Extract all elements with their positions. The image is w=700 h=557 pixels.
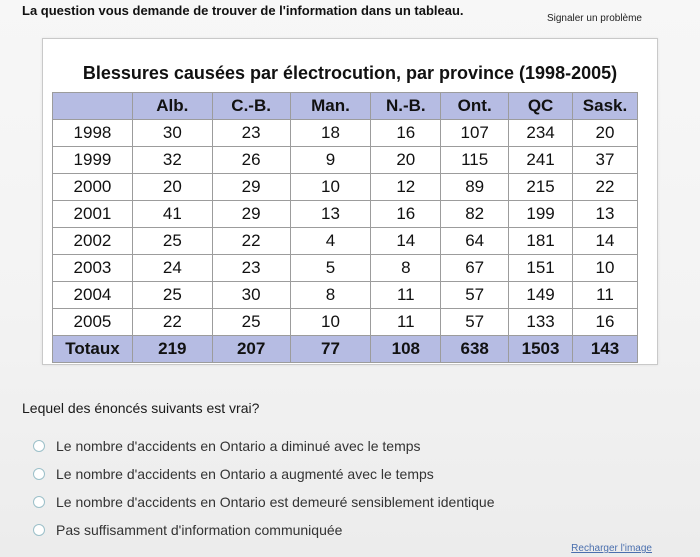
table-cell: 10: [290, 309, 371, 336]
answer-option-3[interactable]: [33, 488, 495, 516]
total-cell: 77: [290, 336, 371, 363]
column-header: Ont.: [441, 93, 509, 120]
table-cell: 151: [509, 255, 573, 282]
total-cell: 219: [132, 336, 212, 363]
year-cell: 2002: [53, 228, 133, 255]
column-header: [53, 93, 133, 120]
total-cell: 207: [212, 336, 290, 363]
answer-options: [33, 432, 495, 544]
table-cell: 22: [212, 228, 290, 255]
table-cell: 149: [509, 282, 573, 309]
year-cell: 1998: [53, 120, 133, 147]
option-label: Le nombre d'accidents en Ontario a augmenté avec le temps: [56, 466, 434, 482]
table-cell: 20: [132, 174, 212, 201]
totals-row: [53, 336, 638, 363]
column-header: N.-B.: [371, 93, 441, 120]
table-cell: 29: [212, 174, 290, 201]
table-cell: 241: [509, 147, 573, 174]
answer-option-4[interactable]: [33, 516, 495, 544]
table-cell: 25: [132, 282, 212, 309]
table-cell: 133: [509, 309, 573, 336]
table-cell: 13: [573, 201, 638, 228]
table-image: [42, 38, 658, 365]
table-cell: 11: [573, 282, 638, 309]
table-cell: 8: [290, 282, 371, 309]
table-cell: 9: [290, 147, 371, 174]
report-problem-link[interactable]: Signaler un problème: [546, 13, 642, 24]
table-cell: 82: [441, 201, 509, 228]
table-cell: 16: [573, 309, 638, 336]
table-cell: 32: [132, 147, 212, 174]
reload-image-link[interactable]: Recharger l'image: [571, 543, 652, 554]
table-cell: 107: [441, 120, 509, 147]
table-cell: 64: [441, 228, 509, 255]
table-cell: 57: [441, 282, 509, 309]
radio-button[interactable]: [33, 496, 45, 508]
table-cell: 12: [371, 174, 441, 201]
table-cell: 20: [371, 147, 441, 174]
table-cell: 41: [132, 201, 212, 228]
table-cell: 199: [509, 201, 573, 228]
table-cell: 22: [573, 174, 638, 201]
radio-button[interactable]: [33, 524, 45, 536]
table-cell: 30: [132, 120, 212, 147]
year-cell: 2004: [53, 282, 133, 309]
table-cell: 14: [371, 228, 441, 255]
table-row: [53, 201, 638, 228]
table-cell: 29: [212, 201, 290, 228]
table-cell: 4: [290, 228, 371, 255]
column-header: Alb.: [132, 93, 212, 120]
table-cell: 67: [441, 255, 509, 282]
total-cell: 1503: [509, 336, 573, 363]
table-cell: 11: [371, 282, 441, 309]
table-row: [53, 147, 638, 174]
table-row: [53, 309, 638, 336]
totals-label: Totaux: [53, 336, 133, 363]
table-cell: 13: [290, 201, 371, 228]
option-label: Le nombre d'accidents en Ontario a diminué avec le temps: [56, 438, 421, 454]
column-header: C.-B.: [212, 93, 290, 120]
table-header-row: [53, 93, 638, 120]
table-cell: 24: [132, 255, 212, 282]
table-row: [53, 120, 638, 147]
radio-button[interactable]: [33, 440, 45, 452]
table-cell: 5: [290, 255, 371, 282]
year-cell: 2005: [53, 309, 133, 336]
table-cell: 23: [212, 255, 290, 282]
total-cell: 638: [441, 336, 509, 363]
total-cell: 108: [371, 336, 441, 363]
table-cell: 11: [371, 309, 441, 336]
table-cell: 8: [371, 255, 441, 282]
table-cell: 215: [509, 174, 573, 201]
table-cell: 25: [132, 228, 212, 255]
column-header: QC: [509, 93, 573, 120]
table-cell: 37: [573, 147, 638, 174]
table-cell: 26: [212, 147, 290, 174]
table-cell: 18: [290, 120, 371, 147]
table-cell: 30: [212, 282, 290, 309]
table-row: [53, 255, 638, 282]
table-cell: 22: [132, 309, 212, 336]
answer-option-1[interactable]: [33, 432, 495, 460]
year-cell: 2001: [53, 201, 133, 228]
column-header: Sask.: [573, 93, 638, 120]
year-cell: 2003: [53, 255, 133, 282]
option-label: Le nombre d'accidents en Ontario est demeuré sensiblement identique: [56, 494, 495, 510]
radio-button[interactable]: [33, 468, 45, 480]
table-cell: 10: [573, 255, 638, 282]
table-cell: 23: [212, 120, 290, 147]
table-cell: 10: [290, 174, 371, 201]
table-cell: 25: [212, 309, 290, 336]
table-cell: 234: [509, 120, 573, 147]
column-header: Man.: [290, 93, 371, 120]
year-cell: 2000: [53, 174, 133, 201]
table-row: [53, 174, 638, 201]
total-cell: 143: [573, 336, 638, 363]
table-row: [53, 282, 638, 309]
table-cell: 14: [573, 228, 638, 255]
table-cell: 57: [441, 309, 509, 336]
year-cell: 1999: [53, 147, 133, 174]
table-title: Blessures causées par électrocution, par province (1998-2005): [82, 63, 618, 83]
table-row: [53, 228, 638, 255]
answer-option-2[interactable]: [33, 460, 495, 488]
question-text: Lequel des énoncés suivants est vrai?: [22, 400, 260, 416]
table-cell: 16: [371, 201, 441, 228]
header-question: La question vous demande de trouver de l'information dans un tableau.: [22, 3, 464, 18]
table-cell: 20: [573, 120, 638, 147]
table-cell: 89: [441, 174, 509, 201]
option-label: Pas suffisamment d'information communiquée: [56, 522, 343, 538]
table-cell: 16: [371, 120, 441, 147]
data-table: [52, 92, 638, 363]
table-cell: 115: [441, 147, 509, 174]
table-cell: 181: [509, 228, 573, 255]
